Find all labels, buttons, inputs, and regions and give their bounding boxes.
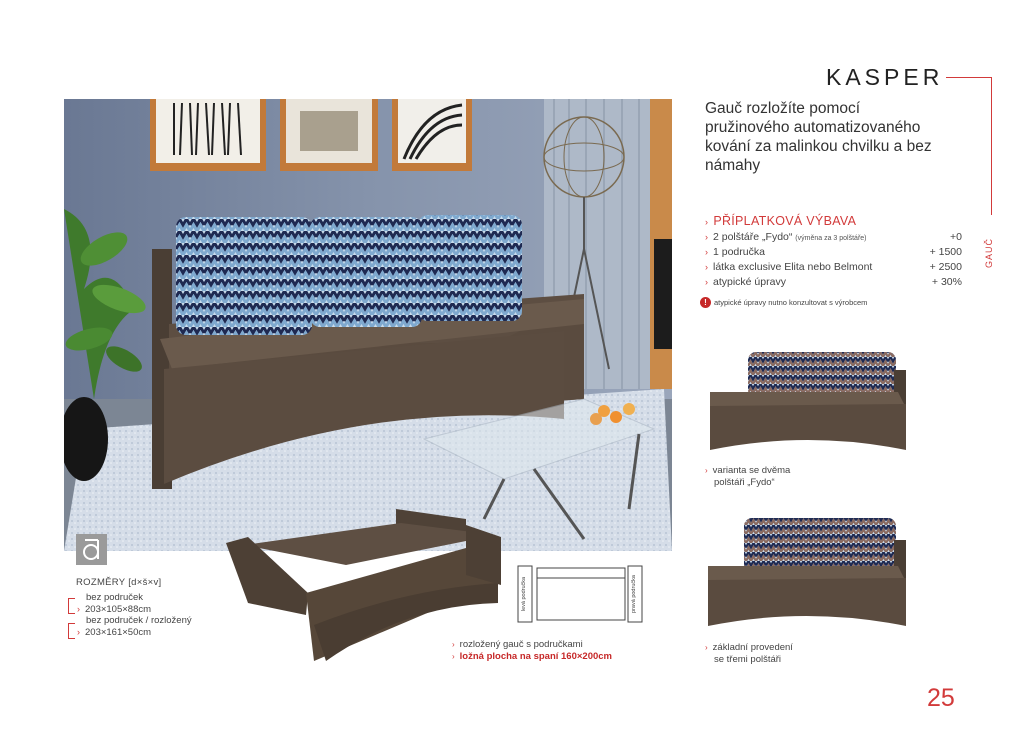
- title-rule: [946, 77, 992, 78]
- chevron-icon: ›: [705, 466, 708, 475]
- chevron-icon: ›: [705, 262, 708, 272]
- options-heading: › PŘÍPLATKOVÁ VÝBAVA: [705, 214, 857, 228]
- dimension-bracket: [68, 623, 75, 639]
- sofa-three-cushions-image: [706, 516, 908, 632]
- chevron-icon: ›: [452, 640, 455, 649]
- unfolded-caption: › rozložený gauč s područkami › ložná plocha na spaní 160×200cm: [452, 639, 613, 662]
- page-number: 25: [927, 684, 955, 712]
- option-row: › 1 područka + 1500: [705, 246, 962, 258]
- chevron-icon: ›: [705, 247, 708, 257]
- option-row: › 2 polštáře „Fydo“ (výměna za 3 polštáře) +0: [705, 231, 962, 243]
- chevron-icon: ›: [705, 643, 708, 652]
- chevron-icon: ›: [705, 232, 708, 242]
- dimension-bracket: [68, 598, 75, 614]
- chevron-icon: ›: [705, 217, 709, 227]
- chevron-icon: ›: [452, 652, 455, 661]
- right-armrest-label: pravá područka: [631, 575, 637, 613]
- options-list: [705, 230, 962, 290]
- dimension-icon: [76, 534, 107, 565]
- product-description: Gauč rozložíte pomocí pružinového automatizovaného kování za malinkou chvilku a bez námahy: [705, 100, 932, 174]
- variant-three-caption: › základní provedení se třemi polštáři: [705, 642, 793, 665]
- chevron-icon: ›: [705, 277, 708, 287]
- chevron-icon: ›: [77, 603, 80, 614]
- sofa-two-cushions-image: [708, 348, 908, 454]
- layout-diagram: [517, 565, 643, 623]
- left-armrest-label: levá područka: [521, 576, 527, 612]
- option-row: › atypické úpravy + 30%: [705, 276, 962, 288]
- info-icon: !: [700, 297, 711, 308]
- section-tag-label: GAUČ: [984, 237, 995, 269]
- dimensions-title: ROZMĚRY [d×š×v]: [76, 577, 162, 588]
- option-row: › látka exclusive Elita nebo Belmont + 2500: [705, 261, 962, 273]
- section-tag: [980, 236, 1002, 276]
- room-photo: [64, 99, 672, 551]
- dimensions-list: bez područek › 203×105×88cm bez područek / rozložený › 203×161×50cm: [77, 592, 192, 638]
- chevron-icon: ›: [77, 626, 80, 637]
- product-title: KASPER: [826, 64, 944, 90]
- variant-two-caption: › varianta se dvěma polštáři „Fydo“: [705, 465, 791, 488]
- consult-note: ! atypické úpravy nutno konzultovat s výrobcem: [700, 297, 867, 308]
- side-rule: [991, 77, 992, 215]
